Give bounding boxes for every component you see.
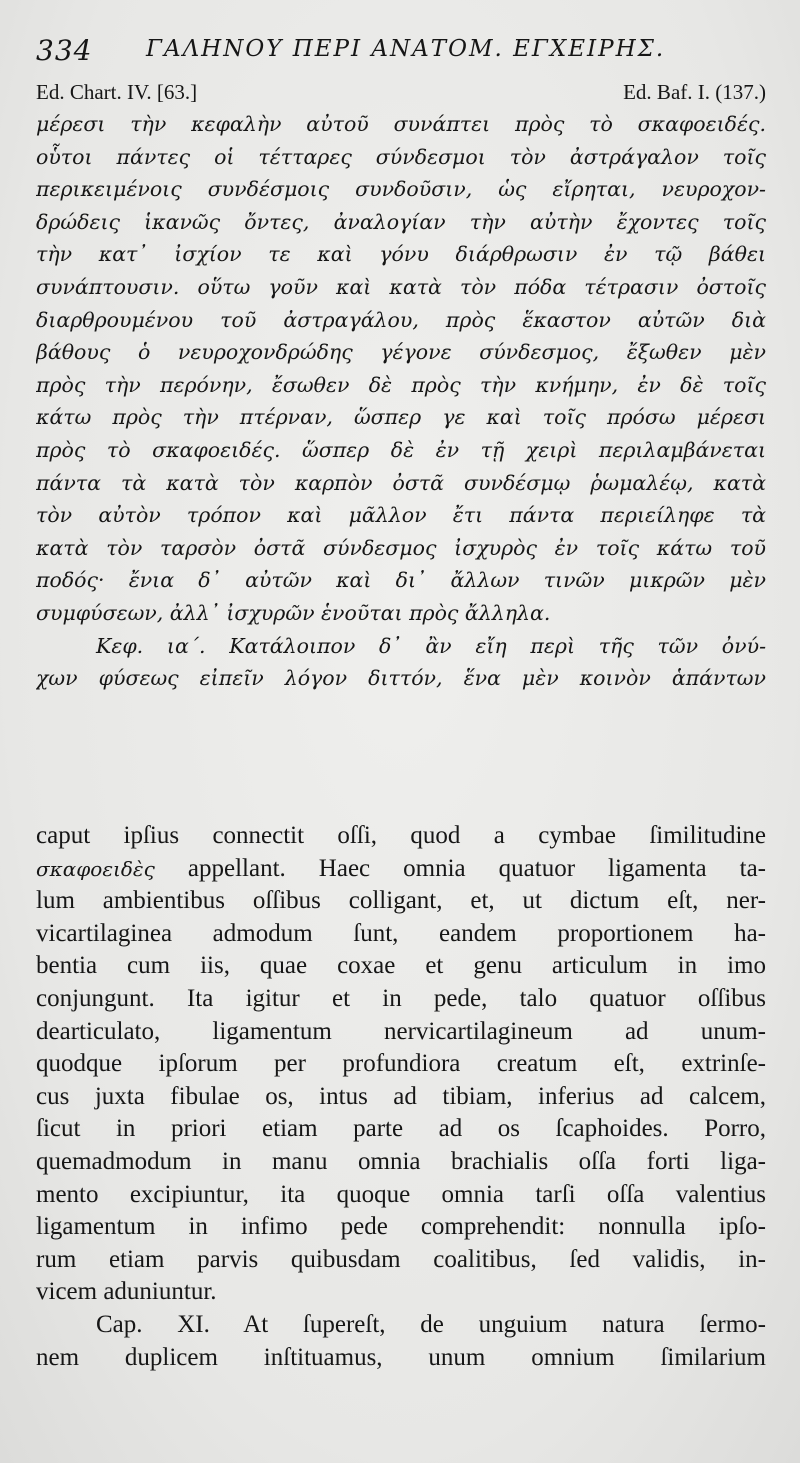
greek-line: συμφύσεων, ἀλλ᾿ ἰσχυρῶν ἑνοῦται πρὸς ἄλληλα. xyxy=(36,600,551,625)
latin-line: mento excipiuntur, ita quoque omnia tarſi oſſa valentius xyxy=(36,1180,766,1208)
latin-line: conjungunt. Ita igitur et in pede, talo quatuor oſſibus xyxy=(36,984,766,1012)
latin-line: ſicut in priori etiam parte ad os ſcaphoides. Porro, xyxy=(36,1115,766,1143)
greek-line: κατὰ τὸν ταρσὸν ὀστᾶ σύνδεσμος ἰσχυρὸς ἐν τοῖς κάτω τοῦ xyxy=(36,535,766,560)
greek-line: δρώδεις ἱκανῶς ὄντες, ἀναλογίαν τὴν αὐτὴν ἔχοντες τοῖς xyxy=(36,209,766,234)
greek-line: τὴν κατ᾿ ἰσχίον τε καὶ γόνυ διάρθρωσιν ἐν τῷ βάθει xyxy=(36,242,766,267)
latin-line: bentia cum iis, quae coxae et genu articulum in imo xyxy=(36,952,766,980)
running-title: ΓΑΛΗΝΟΥ ΠΕΡΙ ΑΝΑΤΟΜ. ΕΓΧΕΙΡΗΣ. xyxy=(146,36,666,62)
edition-references xyxy=(36,80,766,106)
greek-line: διαρθρουμένου τοῦ ἀστραγάλου, πρὸς ἕκαστον αὐτῶν διὰ xyxy=(36,307,766,332)
latin-line: vicem aduniuntur. xyxy=(36,1278,217,1306)
greek-line: οὗτοι πάντες οἱ τέτταρες σύνδεσμοι τὸν ἀστράγαλον τοῖς xyxy=(36,144,766,169)
latin-line: nem duplicem inſtituamus, unum omnium ſimilarium xyxy=(36,1343,766,1371)
latin-line-with-greek xyxy=(36,853,766,886)
greek-line: πρὸς τὴν περόνην, ἔσωθεν δὲ πρὸς τὴν κνήμην, ἐν δὲ τοῖς xyxy=(36,372,766,397)
greek-inline-word: σκαφοειδὲς xyxy=(36,856,155,881)
greek-chapter-heading-line: Κεφ. ια΄. Κατάλοιπον δ᾿ ἂν εἴη περὶ τῆς τῶν ὀνύ- xyxy=(96,633,766,658)
latin-line: quemadmodum in manu omnia brachialis oſſa forti liga- xyxy=(36,1147,766,1175)
latin-text-block xyxy=(36,820,766,1374)
latin-line: lum ambientibus oſſibus colligant, et, ut dictum eſt, ner- xyxy=(36,887,766,915)
greek-line: συνάπτουσιν. οὕτω γοῦν καὶ κατὰ τὸν πόδα τέτρασιν ὀστοῖς xyxy=(36,274,766,299)
latin-line: vicartilaginea admodum ſunt, eandem proportionem ha- xyxy=(36,919,766,947)
greek-line: περικειμένοις συνδέσμοις συνδοῦσιν, ὡς εἴρηται, νευροχον- xyxy=(36,177,766,202)
edition-chartier-ref: Ed. Chart. IV. [63.] xyxy=(36,80,198,104)
greek-line: κάτω πρὸς τὴν πτέρναν, ὥσπερ γε καὶ τοῖς πρόσω μέρεσι xyxy=(36,405,766,430)
greek-line: πρὸς τὸ σκαφοειδές. ὥσπερ δὲ ἐν τῇ χειρὶ περιλαμβάνεται xyxy=(36,437,766,462)
greek-line: βάθους ὁ νευροχονδρώδης γέγονε σύνδεσμος, ἔξωθεν μὲν xyxy=(36,340,766,365)
greek-line: χων φύσεως εἰπεῖν λόγον διττόν, ἕνα μὲν κοινὸν ἁπάντων xyxy=(36,666,766,691)
greek-line: τὸν αὐτὸν τρόπον καὶ μᾶλλον ἔτι πάντα περιείληφε τὰ xyxy=(36,503,766,528)
greek-line: μέρεσι τὴν κεφαλὴν αὐτοῦ συνάπτει πρὸς τὸ σκαφοειδές. xyxy=(36,112,766,136)
latin-line: caput ipſius connectit oſſi, quod a cymbae ſimilitudine xyxy=(36,822,766,849)
latin-line: ligamentum in infimo pede comprehendit: nonnulla ipſo- xyxy=(36,1213,766,1241)
greek-line: πάντα τὰ κατὰ τὸν καρπὸν ὀστᾶ συνδέσμῳ ῥωμαλέῳ, κατὰ xyxy=(36,470,766,495)
edition-basel-ref: Ed. Baf. I. (137.) xyxy=(623,80,766,104)
latin-line-rest: appellant. Haec omnia quatuor ligamenta ta- xyxy=(154,854,766,882)
latin-chapter-heading-line: Cap. XI. At ſupereſt, de unguium natura ſermo- xyxy=(96,1310,766,1338)
latin-line: cus juxta fibulae os, intus ad tibiam, inferius ad calcem, xyxy=(36,1082,766,1110)
page-number: 334 xyxy=(36,34,93,67)
greek-line: ποδός· ἔνια δ᾿ αὐτῶν καὶ δι᾿ ἄλλων τινῶν μικρῶν μὲν xyxy=(36,568,766,593)
greek-text-block xyxy=(36,108,766,695)
latin-line: rum etiam parvis quibusdam coalitibus, ſed validis, in- xyxy=(36,1245,766,1273)
running-head xyxy=(36,34,766,74)
latin-line: dearticulato, ligamentum nervicartilagineum ad unum- xyxy=(36,1017,766,1045)
latin-line: quodque ipſorum per profundiora creatum eſt, extrinſe- xyxy=(36,1050,766,1078)
